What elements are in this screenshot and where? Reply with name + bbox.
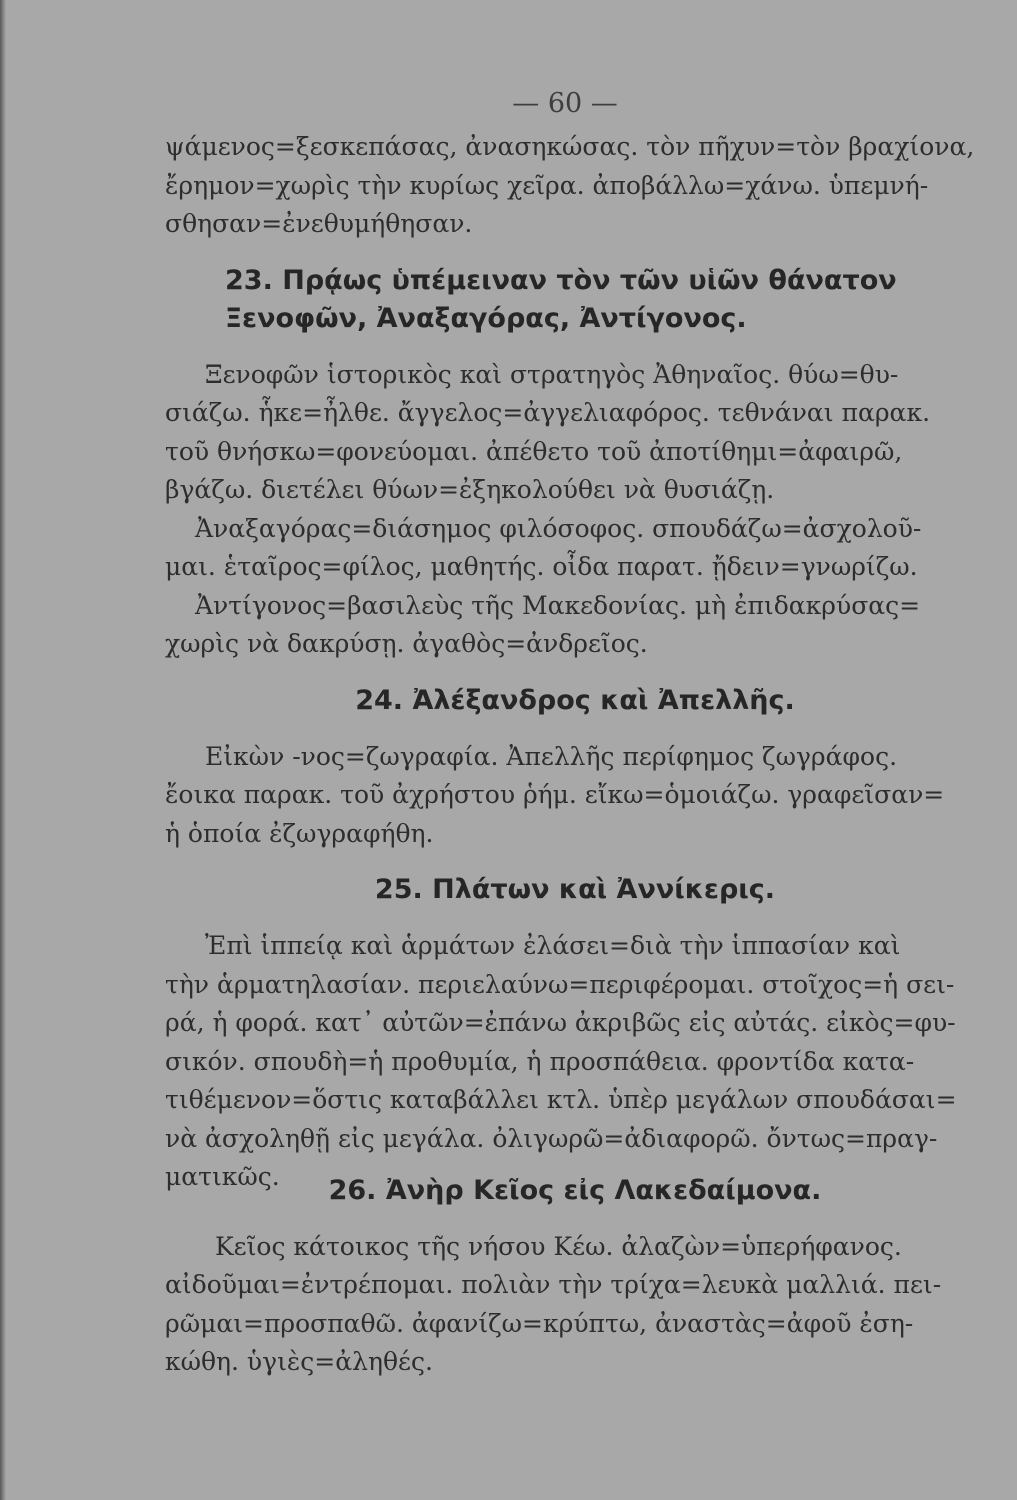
section-number: 25.	[374, 874, 423, 905]
text-line: τιθέμενον=ὅστις καταβάλλει κτλ. ὑπὲρ μεγάλων σπουδάσαι=	[165, 1085, 957, 1114]
text-line: Ἐπὶ ἱππείᾳ καὶ ἁρμάτων ἐλάσει=διὰ τὴν ἱππασίαν καὶ	[205, 931, 901, 960]
section-23-paragraph	[165, 356, 985, 664]
text-line: Εἰκὼν -νος=ζωγραφία. Ἀπελλῆς περίφημος ζωγράφος.	[205, 741, 898, 771]
section-number: 24.	[355, 684, 404, 716]
text-line: τὴν ἁρματηλασίαν. περιελαύνω=περιφέρομαι. στοῖχος=ἡ σει-	[165, 969, 955, 999]
page-body	[165, 128, 985, 1391]
section-heading-23	[165, 262, 985, 338]
text-line: ἔοικα παρακ. τοῦ ἀχρήστου ῥήμ. εἴκω=ὁμοιάζω. γραφεῖσαν=	[165, 780, 945, 809]
text-line: κώθη. ὑγιὲς=ἀληθές.	[165, 1347, 433, 1376]
section-24-paragraph	[165, 738, 985, 854]
section-title: Πρᾴως ὑπέμειναν τὸν τῶν υἱῶν θάνατον	[282, 264, 897, 296]
page-number: — 60 —	[512, 88, 618, 119]
text-line: σιάζω. ἧκε=ἦλθε. ἄγγελος=ἀγγελιαφόρος. τεθνάναι παρακ.	[165, 398, 931, 427]
text-line: τοῦ θνήσκω=φονεύομαι. ἀπέθετο τοῦ ἀποτίθημι=ἀφαιρῶ,	[165, 436, 903, 466]
text-line: ματικῶς.	[165, 1162, 280, 1191]
section-number: 26.	[328, 1174, 377, 1206]
text-line: μαι. ἑταῖρος=φίλος, μαθητής. οἶδα παρατ. ᾔδειν=γνωρίζω.	[165, 552, 918, 581]
section-title: Πλάτων καὶ Ἀννίκερις.	[432, 874, 776, 905]
text-line: νὰ ἀσχοληθῇ εἰς μεγάλα. ὀλιγωρῶ=ἀδιαφορῶ. ὄντως=πραγ-	[165, 1123, 938, 1153]
text-line: Κεῖος κάτοικος τῆς νήσου Κέω. ἀλαζὼν=ὑπερήφανος.	[215, 1231, 902, 1261]
section-heading-25	[165, 871, 985, 909]
text-line: Ξενοφῶν ἱστορικὸς καὶ στρατηγὸς Ἀθηναῖος. θύω=θυ-	[205, 359, 899, 389]
intro-paragraph	[165, 128, 985, 244]
text-line: βγάζω. διετέλει θύων=ἐξηκολούθει νὰ θυσιάζῃ.	[165, 475, 775, 504]
section-title: Ἀνὴρ Κεῖος εἰς Λακεδαίμονα.	[385, 1174, 822, 1206]
text-line: σικόν. σπουδὴ=ἡ προθυμία, ἡ προσπάθεια. φροντίδα κατα-	[165, 1046, 915, 1076]
section-26-paragraph	[165, 1228, 985, 1382]
text-line: ἡ ὁποία ἐζωγραφήθη.	[165, 818, 434, 848]
text-line: αἰδοῦμαι=ἐντρέπομαι. πολιὰν τὴν τρίχα=λευκὰ μαλλιά. πει-	[165, 1270, 942, 1299]
section-title: Ἀλέξανδρος καὶ Ἀπελλῆς.	[412, 684, 795, 716]
section-title-continued: Ξενοφῶν, Ἀναξαγόρας, Ἀντίγονος.	[225, 302, 747, 334]
section-heading-26	[165, 1172, 985, 1210]
section-number: 23.	[225, 264, 273, 296]
text-line: ἔρημον=χωρὶς τὴν κυρίως χεῖρα. ἀποβάλλω=χάνω. ὑπεμνή-	[165, 170, 929, 200]
section-25-paragraph	[165, 927, 985, 1197]
text-line: Ἀναξαγόρας=διάσημος φιλόσοφος. σπουδάζω=ἀσχολοῦ-	[195, 513, 922, 543]
text-line: ψάμενος=ξεσκεπάσας, ἀνασηκώσας. τὸν πῆχυν=τὸν βραχίονα,	[165, 132, 975, 161]
text-line: σθησαν=ἐνεθυμήθησαν.	[165, 209, 473, 238]
text-line: ρῶμαι=προσπαθῶ. ἀφανίζω=κρύπτω, ἀναστὰς=ἀφοῦ ἐση-	[165, 1308, 914, 1338]
text-line: Ἀντίγονος=βασιλεὺς τῆς Μακεδονίας. μὴ ἐπιδακρύσας=	[195, 590, 921, 620]
text-line: χωρὶς νὰ δακρύσῃ. ἀγαθὸς=ἀνδρεῖος.	[165, 629, 648, 658]
section-heading-24	[165, 682, 985, 720]
text-line: ρά, ἡ φορά. κατ᾽ αὐτῶν=ἐπάνω ἀκριβῶς εἰς αὐτάς. εἰκὸς=φυ-	[165, 1008, 956, 1037]
page-binding-shadow	[0, 0, 6, 1500]
